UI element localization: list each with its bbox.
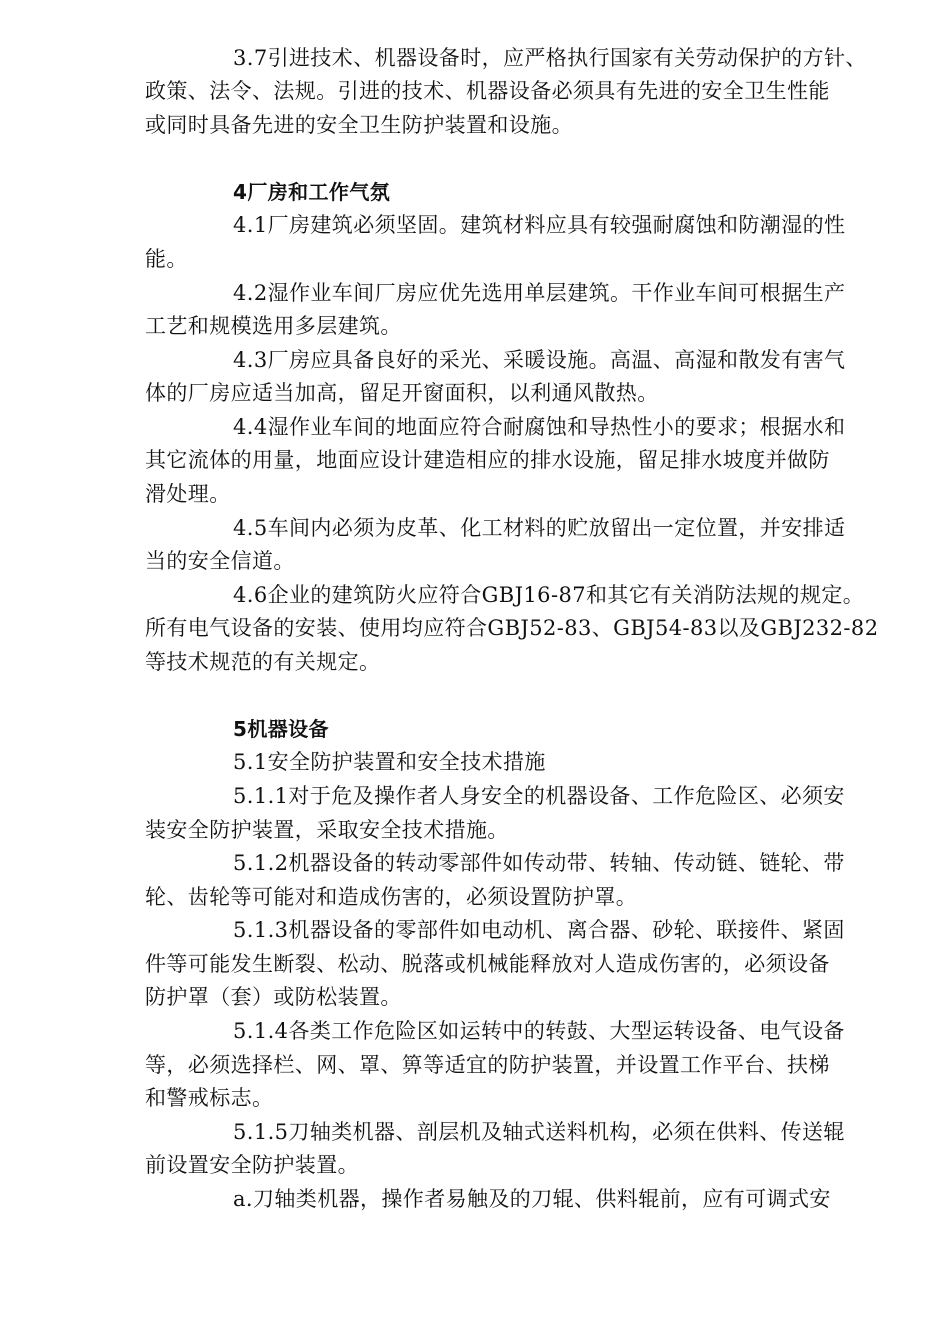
text-line: 件等可能发生断裂、松动、脱落或机械能释放对人造成伤害的，必须设备 <box>145 952 830 976</box>
text-line: 轮、齿轮等可能对和造成伤害的，必须设置防护罩。 <box>145 885 638 909</box>
text-line: 5.1.3机器设备的零部件如电动机、离合器、砂轮、联接件、紧固 <box>233 918 845 942</box>
text-line: 所有电气设备的安装、使用均应符合GBJ52-83、GBJ54-83以及GBJ232-82 <box>145 616 879 640</box>
text-line: 工艺和规模选用多层建筑。 <box>145 314 402 338</box>
text-line: 4.4湿作业车间的地面应符合耐腐蚀和导热性小的要求；根据水和 <box>233 415 846 439</box>
text-line: 防护罩（套）或防松装置。 <box>145 985 402 1009</box>
text-line: 滑处理。 <box>145 482 231 506</box>
text-line: 4.3厂房应具备良好的采光、采暖设施。高温、高湿和散发有害气 <box>233 348 846 372</box>
text-line: 5.1.4各类工作危险区如运转中的转鼓、大型运转设备、电气设备 <box>233 1019 845 1043</box>
text-line: 或同时具备先进的安全卫生防护装置和设施。 <box>145 113 573 137</box>
text-line: 5.1.2机器设备的转动零部件如传动带、转轴、传动链、链轮、带 <box>233 851 845 875</box>
text-line: 4.2湿作业车间厂房应优先选用单层建筑。干作业车间可根据生产 <box>233 281 846 305</box>
text-line: 能。 <box>145 247 188 271</box>
text-line: 前设置安全防护装置。 <box>145 1153 359 1177</box>
text-line: 和警戒标志。 <box>145 1086 274 1110</box>
text-line: 4.5车间内必须为皮革、化工材料的贮放留出一定位置，并安排适 <box>233 516 846 540</box>
text-line: 当的安全信道。 <box>145 549 295 573</box>
text-line: 4.6企业的建筑防火应符合GBJ16-87和其它有关消防法规的规定。 <box>233 583 865 607</box>
text-line: 体的厂房应适当加高，留足开窗面积，以利通风散热。 <box>145 381 659 405</box>
text-line: 3.7引进技术、机器设备时，应严格执行国家有关劳动保护的方针、 <box>233 46 867 70</box>
section-heading: 5机器设备 <box>233 717 329 741</box>
text-line: 4.1厂房建筑必须坚固。建筑材料应具有较强耐腐蚀和防潮湿的性 <box>233 213 846 237</box>
text-line: 其它流体的用量，地面应设计建造相应的排水设施，留足排水坡度并做防 <box>145 448 830 472</box>
text-line: 装安全防护装置，采取安全技术措施。 <box>145 818 509 842</box>
text-line: 政策、法令、法规。引进的技术、机器设备必须具有先进的安全卫生性能 <box>145 79 830 103</box>
text-line: 5.1.5刀轴类机器、剖层机及轴式送料机构，必须在供料、传送辊 <box>233 1120 845 1144</box>
section-heading: 4厂房和工作气氛 <box>233 180 391 204</box>
text-line: 等，必须选择栏、网、罩、箅等适宜的防护装置，并设置工作平台、扶梯 <box>145 1053 830 1077</box>
text-line: 5.1安全防护装置和安全技术措施 <box>233 750 546 774</box>
text-line: 5.1.1对于危及操作者人身安全的机器设备、工作危险区、必须安 <box>233 784 845 808</box>
text-line: 等技术规范的有关规定。 <box>145 650 381 674</box>
text-line: a.刀轴类机器，操作者易触及的刀辊、供料辊前，应有可调式安 <box>233 1187 831 1211</box>
